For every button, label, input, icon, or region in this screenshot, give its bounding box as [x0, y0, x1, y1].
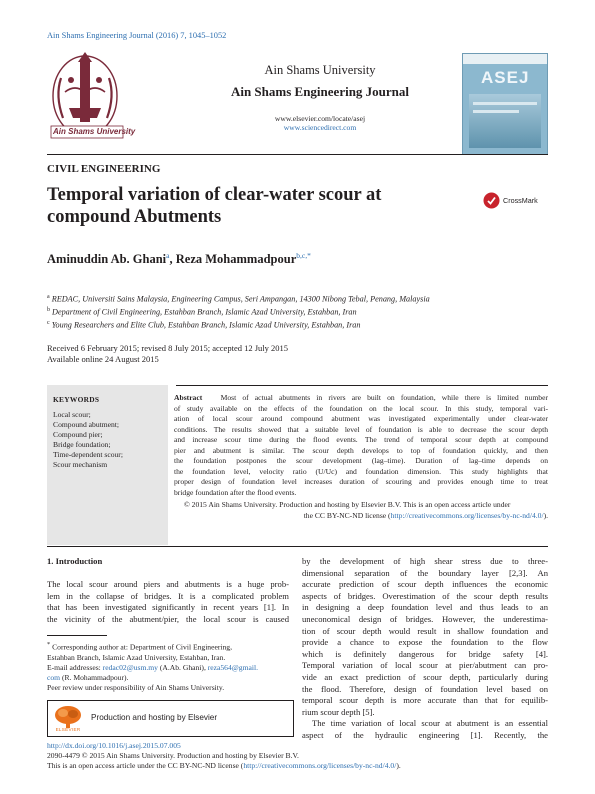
- cover-label: ASEJ: [481, 68, 530, 87]
- abstract-line: conditions. The results showed that a suitable level of foundation is able to decrease the scour depth: [174, 424, 548, 434]
- abstract-body: [174, 393, 548, 498]
- abstract-line: ation of local scour around compound abutment was investigated experimentally under clear-water: [174, 414, 548, 424]
- keywords-box: [47, 385, 168, 545]
- footnote-star: *: [47, 641, 51, 648]
- keywords-list: [53, 410, 123, 470]
- keyword-item: Local scour;: [53, 410, 91, 419]
- peer-review-note: Peer review under responsibility of Ain Shams University.: [47, 683, 225, 693]
- abstract-license: [174, 500, 548, 521]
- intro-line: Temporal variation of local scour at pier/abutment can pro-: [302, 660, 548, 671]
- keyword-item: Time-dependent scour;: [53, 450, 123, 459]
- university-name: Ain Shams University: [264, 63, 376, 77]
- intro-line: provide a chance to expose the foundation to the flow: [302, 637, 548, 648]
- elsevier-box: [47, 700, 294, 737]
- header-rule: [47, 154, 548, 155]
- intro-line: aspect of the hydraulic engineering [1]. Recently, the: [302, 729, 548, 740]
- abstract-line: of study available on the effects of the foundation on the local scour. In this study, temporal vari-: [174, 403, 548, 413]
- abstract-label: Abstract: [174, 393, 203, 402]
- license-close: ).: [543, 510, 548, 520]
- abstract-top-rule: [176, 385, 548, 386]
- article-dates: [47, 343, 288, 365]
- footnote-rule: [47, 635, 107, 636]
- intro-line: vide an exact prediction of scour depth, particularly during: [302, 671, 548, 682]
- keyword-item: Bridge foundation;: [53, 440, 111, 449]
- intro-line: The time variation of local scour at abutment is an essential: [312, 718, 548, 729]
- running-head: Ain Shams Engineering Journal (2016) 7, 1045–1052: [47, 31, 227, 40]
- keywords-heading: KEYWORDS: [53, 395, 100, 404]
- intro-line: the flood. Therefore, design of foundation level based on: [302, 683, 548, 694]
- footer-copyright: 2090-4479 © 2015 Ain Shams University. Production and hosting by Elsevier B.V.: [47, 751, 299, 760]
- affiliation-c: $^c$ Young Researchers and Elite Club, Estahban Branch, Islamic Azad University, Estahban, Iran: [47, 320, 361, 331]
- author-1[interactable]: Aminuddin Ab. Ghani: [47, 252, 167, 267]
- abstract-line: bridge foundation after the flood events.: [174, 487, 297, 497]
- intro-left-column: [47, 579, 289, 625]
- intro-line: by the development of high shear stress due to three-: [302, 556, 548, 566]
- intro-right-column: [302, 556, 548, 742]
- author-2-affil[interactable]: b,c,*: [296, 251, 311, 260]
- footer-oa-text: This is an open access article under the CC BY-NC-ND license (: [47, 761, 244, 770]
- keyword-item: Scour mechanism: [53, 460, 108, 469]
- license-line-2: the CC BY-NC-ND license (: [303, 510, 391, 520]
- email-link-1[interactable]: redac02@usm.my: [102, 662, 158, 672]
- author-1-affil[interactable]: a: [166, 251, 170, 260]
- intro-line: The local scour around piers and abutments is a huge prob-: [47, 579, 289, 589]
- footer-license-link[interactable]: http://creativecommons.org/licenses/by-nc-nd/4.0/: [243, 761, 397, 770]
- intro-line: lem in the collapse of bridges. It is a complicated problem: [47, 590, 289, 601]
- email-label: E-mail addresses:: [47, 662, 103, 672]
- abstract-line: and increase scour time during the flood events. The trend of temporal scour depth at compound: [174, 435, 548, 445]
- authors: [47, 251, 311, 267]
- email-link-2-cont[interactable]: com: [47, 673, 61, 683]
- intro-line: in designing a deep foundation level and thus leads to an: [302, 602, 548, 613]
- intro-heading: 1. Introduction: [47, 556, 103, 566]
- journal-cover: [462, 53, 548, 155]
- keyword-item: Compound pier;: [53, 430, 103, 439]
- intro-line: accurate prediction of scour depth influences the economic: [302, 579, 548, 590]
- footnotes: [47, 640, 292, 694]
- intro-line: tion of scour depth would result in shallow foundation and: [302, 625, 548, 636]
- article-title-line1: Temporal variation of clear-water scour at: [47, 185, 382, 205]
- elsevier-logo: [51, 704, 85, 733]
- email-owner-1: (A.Ab. Ghani),: [157, 662, 208, 672]
- license-line-1: © 2015 Ain Shams University. Production and hosting by Elsevier B.V. This is an open access article under: [184, 500, 511, 509]
- crossmark-badge[interactable]: [483, 192, 553, 210]
- keyword-item: Compound abutment;: [53, 420, 120, 429]
- elsevier-box-text: Production and hosting by Elsevier: [91, 713, 218, 722]
- online-date: Available online 24 August 2015: [47, 354, 159, 364]
- journal-name: Ain Shams Engineering Journal: [230, 84, 410, 99]
- received-dates: Received 6 February 2015; revised 8 July 2015; accepted 12 July 2015: [47, 343, 289, 353]
- abstract-bottom-rule: [47, 546, 548, 547]
- abstract-line: Most of actual abutments in rivers are built on foundation, while there is limited number: [220, 393, 548, 402]
- corresponding-address: Estahban Branch, Islamic Azad University, Estahban, Iran.: [47, 652, 226, 662]
- corresponding-author: Corresponding author at: Department of Civil Engineering,: [52, 642, 232, 652]
- affiliations: [47, 292, 548, 331]
- intro-line: which is definitely dangerous for bridge safety [4].: [302, 648, 548, 659]
- doi-link[interactable]: http://dx.doi.org/10.1016/j.asej.2015.07.005: [47, 741, 181, 750]
- logo-text: Ain Shams University: [53, 127, 136, 136]
- elsevier-wordmark: ELSEVIER: [55, 727, 81, 732]
- affiliation-b: $^b$ Department of Civil Engineering, Estahban Branch, Islamic Azad University, Estahban, Iran: [47, 307, 357, 317]
- email-owner-2: (R. Mohammadpour).: [60, 673, 129, 683]
- crossmark-label: CrossMark: [503, 196, 538, 205]
- intro-line: temporal scour depth is more accurate than that for equilib-: [302, 695, 548, 706]
- intro-line: the vicinity of the abutment/pier, the local scour is caused: [47, 613, 289, 624]
- intro-line: aspects of bridges. Overestimation of the scour depth results: [302, 590, 548, 601]
- intro-line: uneconomical design of bridges. However, the underestima-: [302, 613, 548, 624]
- intro-line: rium scour depth [5].: [302, 706, 375, 717]
- author-separator: ,: [169, 252, 176, 267]
- affiliation-a: $^a$ REDAC, Universiti Sains Malaysia, Engineering Campus, Seri Ampangan, 14300 Nibong Tebal, Penang, Malaysia: [47, 294, 430, 304]
- license-link[interactable]: http://creativecommons.org/licenses/by-nc-nd/4.0/: [390, 510, 544, 520]
- sciencedirect-url[interactable]: www.sciencedirect.com: [283, 123, 357, 132]
- abstract-line: the foundation level, velocity ratio (U/Uc) and foundation dimension. This study highlights that: [174, 466, 548, 476]
- section-label: CIVIL ENGINEERING: [47, 163, 161, 175]
- university-logo: [47, 48, 181, 144]
- author-2[interactable]: Reza Mohammadpour: [175, 252, 297, 267]
- abstract-line: the foundation postpones the scour development (lag–time). Duration of lag–time depends on: [174, 456, 548, 466]
- abstract-line: pier and abutment is similar. The scour depth develops to top of foundation quickly, and then: [174, 445, 548, 455]
- abstract-line: proper design of foundation level increases duration of scouring and provides enough time to treat: [174, 477, 548, 487]
- journal-url[interactable]: www.elsevier.com/locate/asej: [274, 114, 366, 123]
- email-link-2[interactable]: reza564@gmail.: [207, 662, 258, 672]
- intro-line: that has been investigated significantly in recent years [1]. In: [47, 602, 289, 613]
- crossmark-icon: [483, 192, 500, 209]
- intro-line: dimensional separation of the boundary layer [2,3]. An: [302, 567, 548, 578]
- footer-oa-close: ).: [396, 761, 401, 770]
- article-title-line2: compound Abutments: [47, 207, 222, 227]
- footer-open-access: [47, 761, 401, 770]
